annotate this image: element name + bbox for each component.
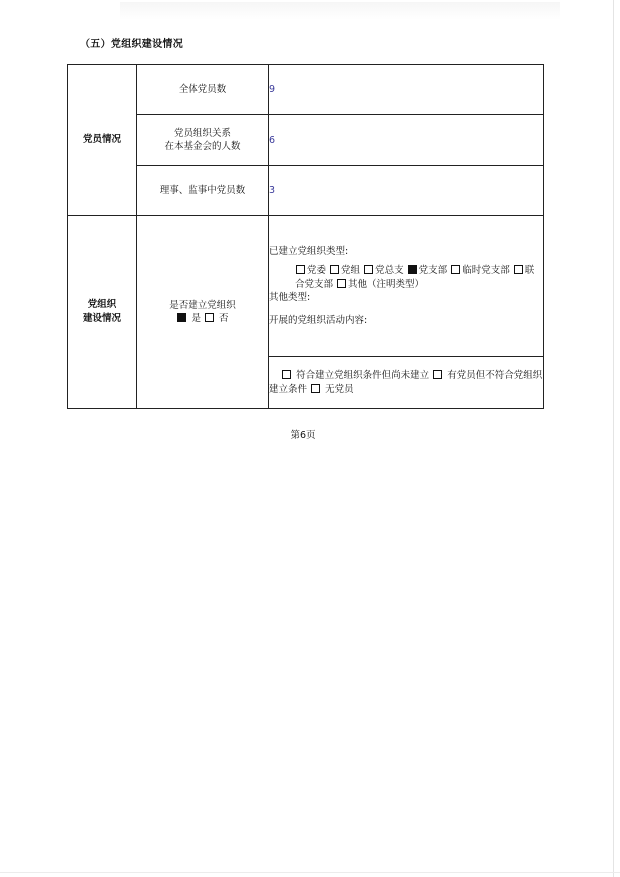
type-option-label: 党组	[341, 265, 361, 277]
org-types-cell	[269, 216, 544, 357]
cond-checkbox-1[interactable]	[282, 370, 291, 379]
page-number: 第6页	[290, 430, 316, 441]
type-checkbox[interactable]	[408, 265, 417, 274]
board-members-label	[137, 166, 269, 216]
org-established-question	[137, 216, 269, 409]
activities-label: 开展的党组织活动内容:	[269, 314, 368, 326]
type-options-line	[269, 264, 543, 291]
cond-option-2: 有党员但不符合党组织建立条件	[269, 370, 543, 395]
table-row	[68, 166, 544, 216]
type-checkbox[interactable]	[330, 265, 339, 274]
type-option-label: 联合党支部	[295, 265, 535, 290]
type-checkbox[interactable]	[337, 279, 346, 288]
yes-label: 是	[191, 313, 201, 324]
page-edge-bottom	[0, 872, 620, 873]
section-title: （五）党组织建设情况	[80, 39, 183, 50]
types-heading: 已建立党组织类型:	[269, 245, 349, 257]
scan-shadow	[120, 2, 560, 20]
type-option-label: 党委	[307, 265, 327, 277]
total-members-label	[137, 65, 269, 115]
cond-option-1: 符合建立党组织条件但尚未建立	[296, 370, 430, 381]
type-checkbox[interactable]	[514, 265, 523, 274]
table-row	[68, 115, 544, 166]
type-option-label: 其他（注明类型）	[348, 278, 425, 290]
yes-checkbox[interactable]	[177, 313, 186, 322]
total-members-value: 9	[269, 65, 544, 115]
question-text: 是否建立党组织	[169, 300, 236, 311]
party-org-group-label	[68, 216, 137, 409]
members-registered-label	[137, 115, 269, 166]
group-label-line: 党组织	[87, 299, 117, 310]
type-option-label: 党支部	[418, 265, 448, 277]
type-checkbox[interactable]	[451, 265, 460, 274]
membership-group-label: 党员情况	[68, 65, 137, 216]
board-members-value: 3	[269, 166, 544, 216]
type-option-label: 党总支	[375, 265, 404, 277]
type-checkbox[interactable]	[364, 265, 373, 274]
page-edge	[613, 0, 614, 877]
no-label: 否	[219, 313, 229, 324]
row-label-line: 党员组织关系	[173, 128, 231, 139]
row-label-line: 理事、监事中党员数	[159, 185, 246, 196]
cond-checkbox-2[interactable]	[433, 370, 442, 379]
party-building-table	[67, 64, 544, 409]
members-registered-value: 6	[269, 115, 544, 166]
cond-option-3: 无党员	[325, 383, 354, 395]
table-row	[68, 216, 544, 357]
group-label-line: 建设情况	[82, 313, 121, 324]
row-label-line: 在本基金会的人数	[164, 141, 241, 152]
type-option-label: 临时党支部	[462, 265, 510, 277]
no-org-conditions-cell	[269, 357, 544, 409]
other-type-label: 其他类型:	[269, 292, 311, 304]
table-row	[68, 65, 544, 115]
type-checkbox[interactable]	[296, 265, 305, 274]
row-label-line: 全体党员数	[178, 84, 227, 95]
no-checkbox[interactable]	[205, 313, 214, 322]
cond-checkbox-3[interactable]	[311, 384, 320, 393]
